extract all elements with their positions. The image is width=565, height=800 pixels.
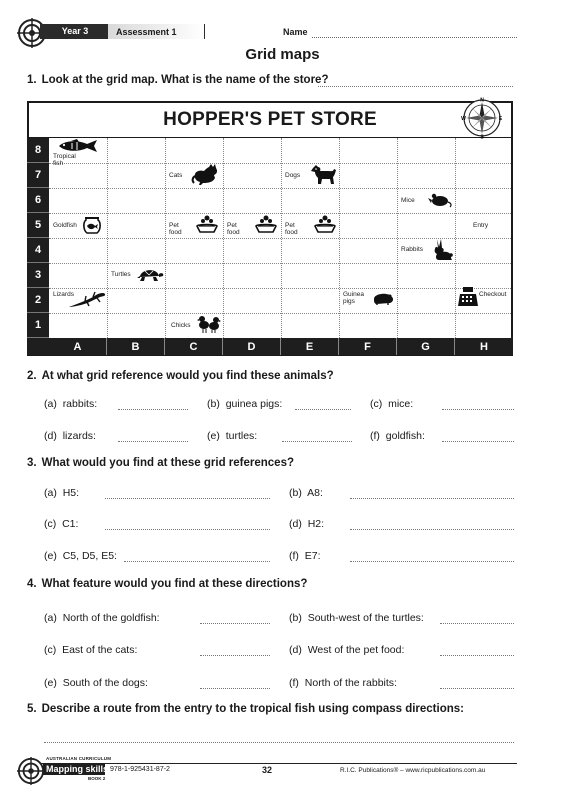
item-letter: (b) xyxy=(289,612,302,624)
dog-icon xyxy=(309,164,337,186)
answer-line[interactable] xyxy=(105,529,270,530)
row-label-5: 5 xyxy=(27,213,49,238)
question-1 xyxy=(27,74,328,86)
item-label: mice: xyxy=(388,398,414,410)
col-label-d: D xyxy=(223,338,281,355)
item-label: E7: xyxy=(304,550,321,562)
item-label-goldfish: Goldfish xyxy=(53,222,77,229)
item-letter: (e) xyxy=(207,430,220,442)
q4-item-a xyxy=(44,612,160,624)
item-label: North of the rabbits: xyxy=(304,677,397,689)
answer-line[interactable] xyxy=(118,409,188,410)
q4-item-c xyxy=(44,644,137,656)
year-label: Year 3 xyxy=(61,26,89,36)
item-label-chicks: Chicks xyxy=(171,322,191,329)
item-letter: (f) xyxy=(370,430,380,442)
item-letter: (a) xyxy=(44,612,57,624)
page-number: 32 xyxy=(262,765,273,775)
q3-item-c xyxy=(44,518,78,530)
mouse-icon xyxy=(427,192,453,208)
q4-item-d xyxy=(289,644,404,656)
isbn: 978-1-925431-87-2 xyxy=(110,766,170,773)
col-label-a: A xyxy=(49,338,107,355)
fish-icon xyxy=(57,139,101,153)
compass-south: S xyxy=(480,134,484,139)
q4-item-b xyxy=(289,612,424,624)
rabbit-icon xyxy=(431,238,453,261)
q3-item-f xyxy=(289,550,321,562)
guinea-pig-icon xyxy=(371,290,395,306)
item-label-pet-food-d5: Pet food xyxy=(227,222,240,236)
item-label-tropical-fish: Tropical fish xyxy=(53,153,76,167)
item-label-dogs: Dogs xyxy=(285,172,301,179)
book-label: BOOK 2 xyxy=(88,776,106,781)
page-title: Grid maps xyxy=(245,46,320,63)
item-label: C5, D5, E5: xyxy=(62,550,117,562)
cat-icon xyxy=(191,164,219,186)
answer-line[interactable] xyxy=(200,688,270,689)
item-label-rabbits: Rabbits xyxy=(401,246,424,253)
answer-line[interactable] xyxy=(350,529,514,530)
q2-item-c xyxy=(370,398,413,410)
compass-rose-icon xyxy=(461,97,503,139)
row-label-4: 4 xyxy=(27,238,49,263)
answer-line[interactable] xyxy=(442,409,514,410)
answer-line[interactable] xyxy=(350,498,514,499)
item-label-guinea-pigs: Guinea pigs xyxy=(343,291,364,305)
map-title: HOPPER'S PET STORE xyxy=(163,109,377,130)
pet-food-icon xyxy=(254,214,278,234)
item-letter: (c) xyxy=(370,398,383,410)
name-label: Name xyxy=(283,27,308,37)
item-letter: (a) xyxy=(44,398,57,410)
q3-item-a xyxy=(44,487,79,499)
compass-east: E xyxy=(498,116,503,122)
item-letter: (c) xyxy=(44,518,57,530)
col-label-b: B xyxy=(107,338,165,355)
col-label-c: C xyxy=(165,338,223,355)
answer-line[interactable] xyxy=(200,655,270,656)
name-field[interactable] xyxy=(312,37,517,38)
answer-line[interactable] xyxy=(282,441,352,442)
answer-line[interactable] xyxy=(440,655,514,656)
answer-line[interactable] xyxy=(105,498,270,499)
grid-line xyxy=(49,163,511,164)
grid-line xyxy=(49,213,511,214)
question-number: 2. xyxy=(27,370,37,382)
item-label: turtles: xyxy=(225,430,258,442)
item-letter: (a) xyxy=(44,487,57,499)
answer-line[interactable] xyxy=(200,623,270,624)
fishbowl-icon xyxy=(82,216,102,235)
item-label-turtles: Turtles xyxy=(111,271,131,278)
item-label: goldfish: xyxy=(385,430,425,442)
q2-item-e xyxy=(207,430,257,442)
chicks-icon xyxy=(197,314,221,334)
assessment-label: Assessment 1 xyxy=(116,27,177,37)
answer-line[interactable] xyxy=(295,409,351,410)
grid-line xyxy=(49,288,511,289)
item-label-pet-food-e5: Pet food xyxy=(285,222,298,236)
question-5 xyxy=(27,703,464,715)
grid-line xyxy=(49,188,511,189)
compass-west: W xyxy=(461,116,466,122)
row-label-6: 6 xyxy=(27,188,49,213)
item-letter: (c) xyxy=(44,644,57,656)
grid-line xyxy=(49,263,511,264)
lizard-icon xyxy=(67,289,107,309)
col-label-h: H xyxy=(455,338,513,355)
item-label: South of the dogs: xyxy=(62,677,148,689)
item-label: H2: xyxy=(307,518,325,530)
question-text: Describe a route from the entry to the tropical fish using compass directions: xyxy=(41,703,464,715)
pet-food-icon xyxy=(313,214,337,234)
item-label: guinea pigs: xyxy=(225,398,283,410)
item-letter: (f) xyxy=(289,677,299,689)
answer-line[interactable] xyxy=(124,561,270,562)
map-title-divider xyxy=(27,134,513,139)
item-label: A8: xyxy=(307,487,323,499)
row-label-7: 7 xyxy=(27,163,49,188)
item-letter: (e) xyxy=(44,677,57,689)
answer-line-q1[interactable] xyxy=(318,86,513,87)
answer-line[interactable] xyxy=(350,561,514,562)
answer-line-q5[interactable] xyxy=(44,742,514,743)
question-text: At what grid reference would you find these animals? xyxy=(41,370,334,382)
cash-register-icon xyxy=(457,286,479,308)
row-label-2: 2 xyxy=(27,288,49,313)
series-label: Mapping skills xyxy=(46,764,109,774)
item-label: South-west of the turtles: xyxy=(307,612,424,624)
col-label-f: F xyxy=(339,338,397,355)
item-label-pet-food-c5: Pet food xyxy=(169,222,182,236)
item-label-entry: Entry xyxy=(473,222,489,229)
item-label: rabbits: xyxy=(62,398,98,410)
item-letter: (f) xyxy=(289,550,299,562)
curriculum-label: AUSTRALIAN CURRICULUM xyxy=(46,756,112,761)
row-label-3: 3 xyxy=(27,263,49,288)
q2-item-a xyxy=(44,398,97,410)
item-label: North of the goldfish: xyxy=(62,612,160,624)
item-letter: (b) xyxy=(289,487,302,499)
compass-north: N xyxy=(480,97,484,104)
q2-item-d xyxy=(44,430,96,442)
item-label-lizards: Lizards xyxy=(53,291,74,298)
q4-item-e xyxy=(44,677,148,689)
question-3 xyxy=(27,457,294,469)
question-number: 3. xyxy=(27,457,37,469)
q3-item-e xyxy=(44,550,117,562)
question-4 xyxy=(27,578,307,590)
item-letter: (d) xyxy=(289,644,302,656)
question-text: What feature would you find at these directions? xyxy=(41,578,308,590)
target-logo-icon xyxy=(17,757,45,785)
item-label: C1: xyxy=(62,518,79,530)
q4-item-f xyxy=(289,677,397,689)
item-label: East of the cats: xyxy=(62,644,138,656)
item-label-cats: Cats xyxy=(169,172,183,179)
item-letter: (e) xyxy=(44,550,57,562)
col-label-e: E xyxy=(281,338,339,355)
question-text: Look at the grid map. What is the name of the store? xyxy=(41,74,329,86)
q2-item-b xyxy=(207,398,282,410)
publisher: R.I.C. Publications® – www.ricpublications.com.au xyxy=(340,767,486,774)
q3-item-d xyxy=(289,518,324,530)
q2-item-f xyxy=(370,430,425,442)
col-label-g: G xyxy=(397,338,455,355)
answer-line[interactable] xyxy=(440,688,514,689)
item-label-mice: Mice xyxy=(401,197,415,204)
item-label: H5: xyxy=(62,487,80,499)
grid-line xyxy=(49,313,511,314)
row-label-1: 1 xyxy=(27,313,49,338)
question-number: 1. xyxy=(27,74,37,86)
answer-line[interactable] xyxy=(118,441,188,442)
question-number: 4. xyxy=(27,578,37,590)
item-label: West of the pet food: xyxy=(307,644,405,656)
item-label: lizards: xyxy=(62,430,96,442)
q3-item-b xyxy=(289,487,323,499)
row-label-8: 8 xyxy=(27,138,49,163)
pet-food-icon xyxy=(195,214,219,234)
item-letter: (b) xyxy=(207,398,220,410)
grid-corner xyxy=(27,338,49,355)
question-text: What would you find at these grid references? xyxy=(41,457,294,469)
turtle-icon xyxy=(135,265,165,283)
question-number: 5. xyxy=(27,703,37,715)
question-2 xyxy=(27,370,334,382)
item-letter: (d) xyxy=(44,430,57,442)
answer-line[interactable] xyxy=(442,441,514,442)
item-letter: (d) xyxy=(289,518,302,530)
answer-line[interactable] xyxy=(440,623,514,624)
item-label-checkout: Checkout xyxy=(479,291,507,298)
